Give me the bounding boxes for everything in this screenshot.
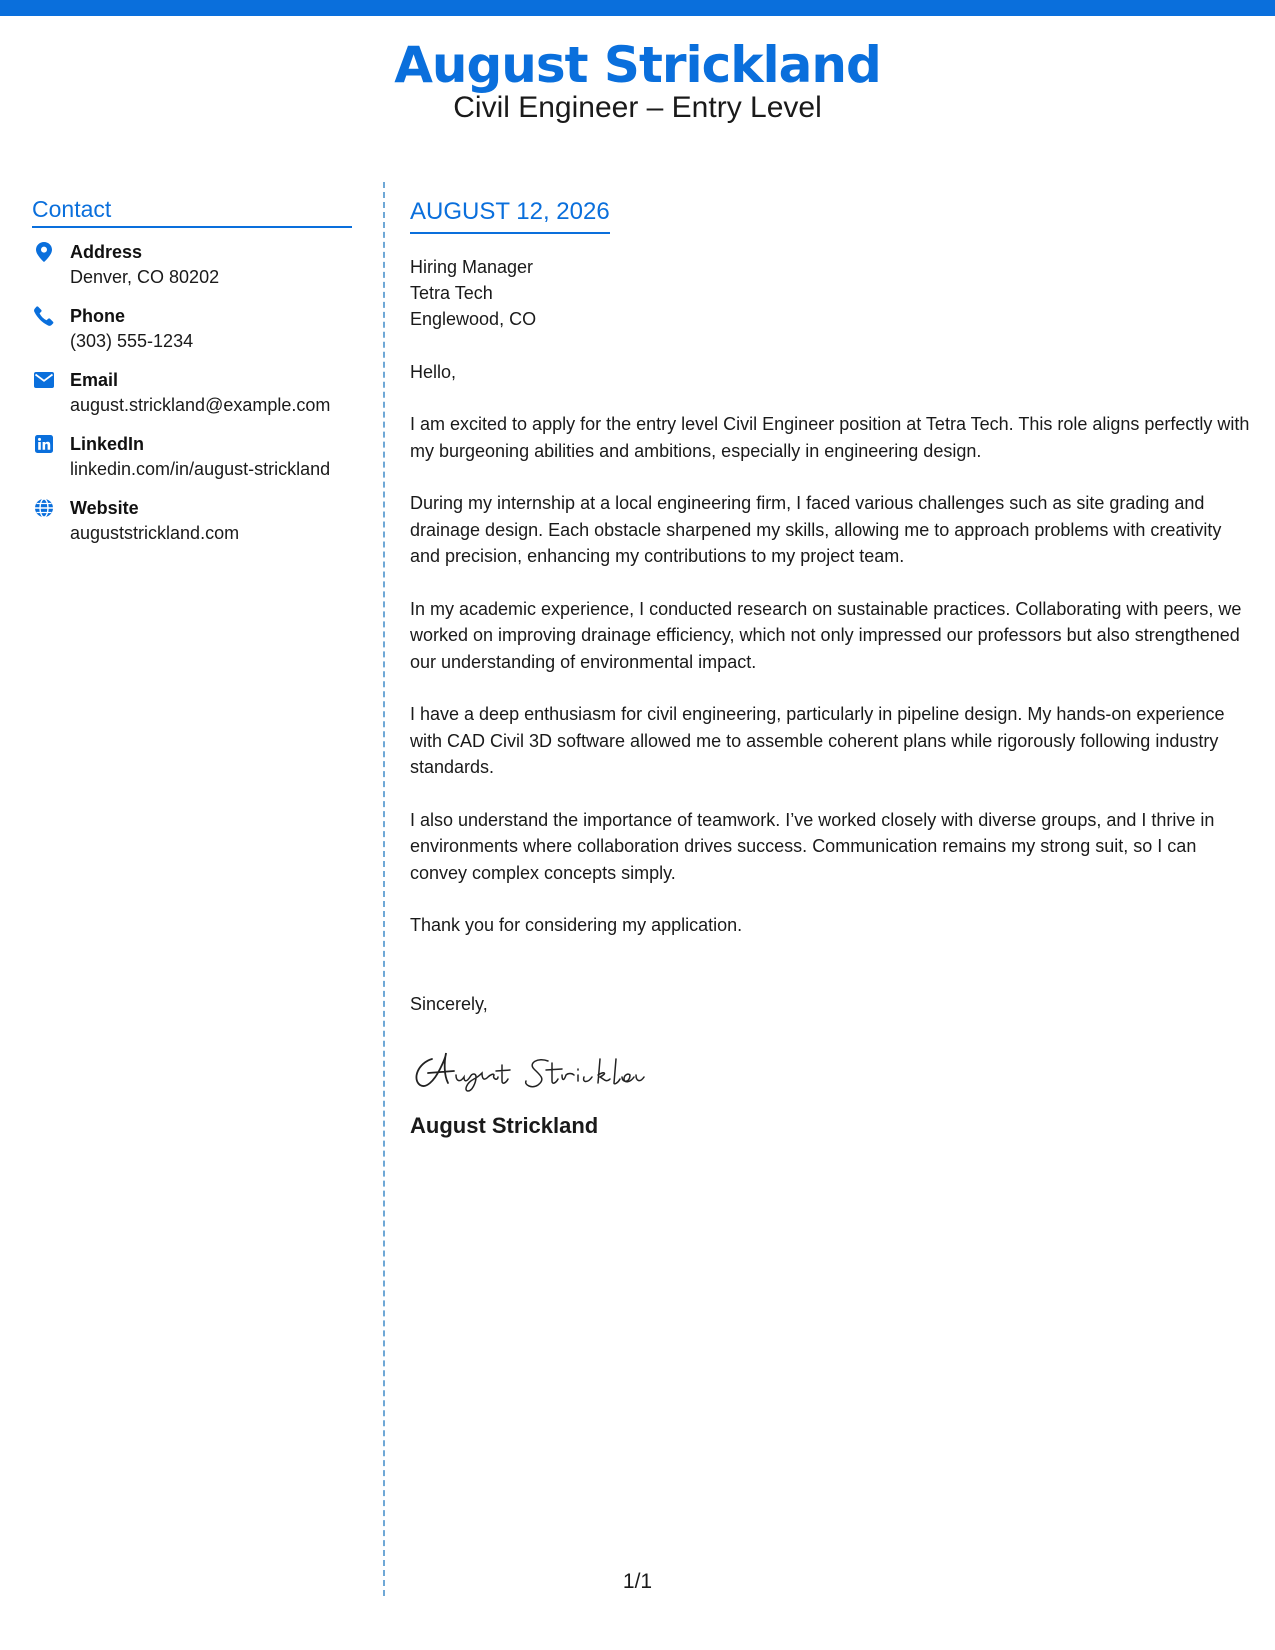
recipient-line: Hiring Manager (410, 256, 534, 277)
body-paragraph: In my academic experience, I conducted research on sustainable practices. Collaborating with peers, we worked on improving drainage efficiency, which not only impressed our professors but also strengthened our understanding of environmental impact. (410, 598, 1242, 672)
globe-icon (32, 496, 56, 520)
top-accent-bar (0, 0, 1275, 16)
recipient-line: Englewood, CO (410, 308, 537, 329)
phone-icon (32, 304, 56, 328)
body-paragraph: During my internship at a local engineering firm, I faced various challenges such as site grading and drainage design. Each obstacle sharpened my skills, allowing me to approach problems with creativity and precision, enhancing my contributions to my project team. (410, 493, 1222, 567)
contact-item-address (32, 240, 352, 290)
body-paragraph: I have a deep enthusiasm for civil engineering, particularly in pipeline design. My hands-on experience with CAD Civil 3D software allowed me to assemble coherent plans while rigorously following industry standards. (410, 704, 1225, 778)
handwritten-signature (410, 1045, 1250, 1095)
letter-body (410, 198, 1250, 1140)
contact-value[interactable]: august.strickland@example.com (70, 395, 331, 415)
contact-label: Email (70, 370, 119, 390)
contact-value: (303) 555-1234 (70, 331, 194, 351)
contact-value[interactable]: linkedin.com/in/august-strickland (70, 459, 331, 479)
contact-sidebar (32, 196, 352, 560)
contact-heading: Contact (32, 196, 352, 228)
map-pin-icon (32, 240, 56, 264)
recipient-line: Tetra Tech (410, 282, 493, 303)
letter-header (0, 38, 1275, 125)
body-paragraph: I also understand the importance of teamwork. I’ve worked closely with diverse groups, and I thrive in environments where collaboration drives success. Communication remains my strong suit, so I can convey complex concepts simply. (410, 809, 1215, 883)
recipient-block (410, 254, 1250, 332)
contact-label: Address (70, 242, 143, 262)
contact-item-website (32, 496, 352, 546)
body-paragraph: I am excited to apply for the entry level Civil Engineer position at Tetra Tech. This role aligns perfectly with my burgeoning abilities and ambitions, especially in engineering design. (410, 414, 1250, 461)
envelope-icon (32, 368, 56, 392)
letter-date: AUGUST 12, 2026 (410, 198, 610, 234)
linkedin-icon (32, 432, 56, 456)
contact-label: LinkedIn (70, 434, 145, 454)
greeting: Hello, (410, 361, 457, 382)
column-divider (383, 182, 385, 1596)
contact-value: Denver, CO 80202 (70, 267, 220, 287)
contact-value[interactable]: auguststrickland.com (70, 523, 240, 543)
contact-label: Website (70, 498, 139, 518)
body-paragraph: Thank you for considering my application. (410, 915, 743, 936)
applicant-name: August Strickland (394, 36, 881, 94)
signature-graphic (410, 1045, 670, 1095)
page-number: 1/1 (622, 1570, 653, 1593)
closing: Sincerely, (410, 993, 488, 1014)
contact-label: Phone (70, 306, 126, 326)
contact-item-email (32, 368, 352, 418)
contact-item-phone (32, 304, 352, 354)
signed-name: August Strickland (410, 1113, 599, 1139)
applicant-title: Civil Engineer – Entry Level (453, 91, 822, 124)
contact-item-linkedin (32, 432, 352, 482)
